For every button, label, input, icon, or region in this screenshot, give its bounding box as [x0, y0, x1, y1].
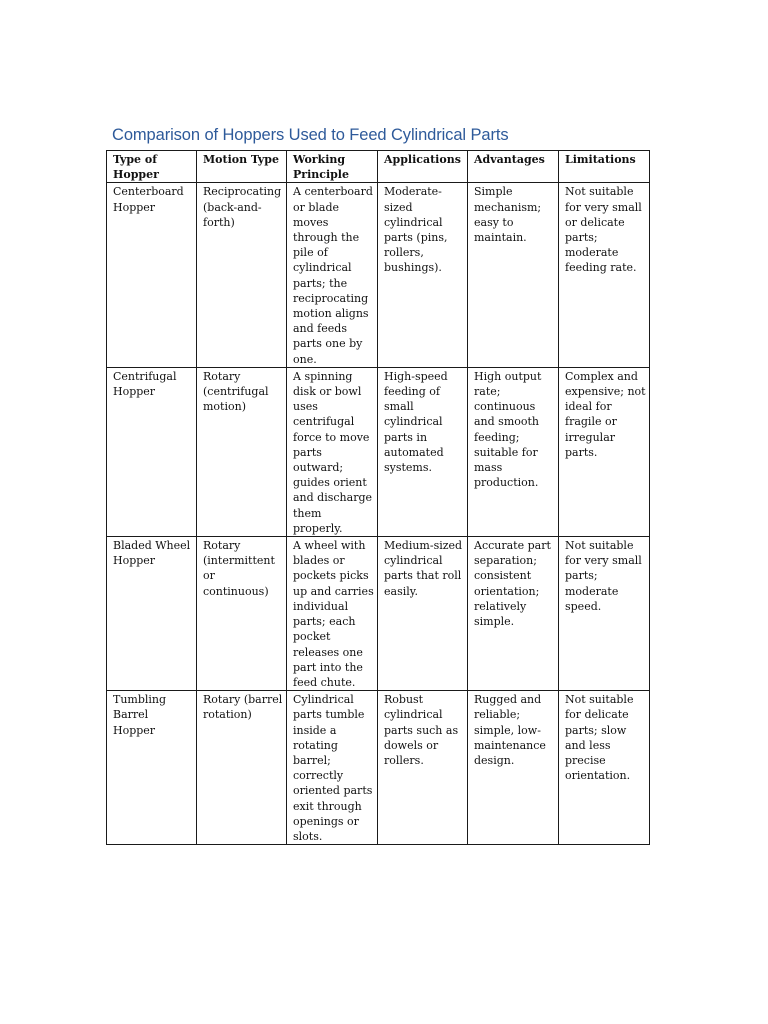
table-header-row — [107, 151, 650, 183]
cell-applications: High-speed feeding of small cylindrical parts in automated systems. — [378, 367, 468, 536]
header-advantages: Advantages — [468, 151, 559, 183]
hopper-comparison-table — [106, 150, 650, 845]
cell-motion-type: Rotary (barrel rotation) — [197, 691, 287, 845]
cell-advantages: Accurate part separation; consistent orientation; relatively simple. — [468, 537, 559, 691]
cell-advantages: Rugged and reliable; simple, low-maintenance design. — [468, 691, 559, 845]
cell-motion-type: Rotary (centrifugal motion) — [197, 367, 287, 536]
cell-advantages: High output rate; continuous and smooth feeding; suitable for mass production. — [468, 367, 559, 536]
cell-motion-type: Reciprocating (back-and-forth) — [197, 183, 287, 367]
cell-working-principle: A centerboard or blade moves through the pile of cylindrical parts; the reciprocating motion aligns and feeds parts one by one. — [287, 183, 378, 367]
cell-limitations: Not suitable for very small parts; moderate speed. — [559, 537, 650, 691]
table-row — [107, 537, 650, 691]
table-row — [107, 691, 650, 845]
table-row — [107, 367, 650, 536]
cell-working-principle: Cylindrical parts tumble inside a rotating barrel; correctly oriented parts exit through openings or slots. — [287, 691, 378, 845]
cell-applications: Robust cylindrical parts such as dowels or rollers. — [378, 691, 468, 845]
cell-type-of-hopper: Centerboard Hopper — [107, 183, 197, 367]
header-type-of-hopper: Type of Hopper — [107, 151, 197, 183]
cell-limitations: Not suitable for delicate parts; slow and less precise orientation. — [559, 691, 650, 845]
cell-limitations: Not suitable for very small or delicate parts; moderate feeding rate. — [559, 183, 650, 367]
header-motion-type: Motion Type — [197, 151, 287, 183]
cell-working-principle: A spinning disk or bowl uses centrifugal force to move parts outward; guides orient and discharge them properly. — [287, 367, 378, 536]
cell-applications: Moderate-sized cylindrical parts (pins, rollers, bushings). — [378, 183, 468, 367]
header-limitations: Limitations — [559, 151, 650, 183]
table-row — [107, 183, 650, 367]
header-working-principle: Working Principle — [287, 151, 378, 183]
cell-motion-type: Rotary (intermittent or continuous) — [197, 537, 287, 691]
cell-advantages: Simple mechanism; easy to maintain. — [468, 183, 559, 367]
cell-limitations: Complex and expensive; not ideal for fragile or irregular parts. — [559, 367, 650, 536]
cell-applications: Medium-sized cylindrical parts that roll easily. — [378, 537, 468, 691]
header-applications: Applications — [378, 151, 468, 183]
cell-type-of-hopper: Bladed Wheel Hopper — [107, 537, 197, 691]
cell-type-of-hopper: Tumbling Barrel Hopper — [107, 691, 197, 845]
document-title: Comparison of Hoppers Used to Feed Cylindrical Parts — [112, 126, 509, 144]
cell-type-of-hopper: Centrifugal Hopper — [107, 367, 197, 536]
cell-working-principle: A wheel with blades or pockets picks up and carries individual parts; each pocket releases one part into the feed chute. — [287, 537, 378, 691]
